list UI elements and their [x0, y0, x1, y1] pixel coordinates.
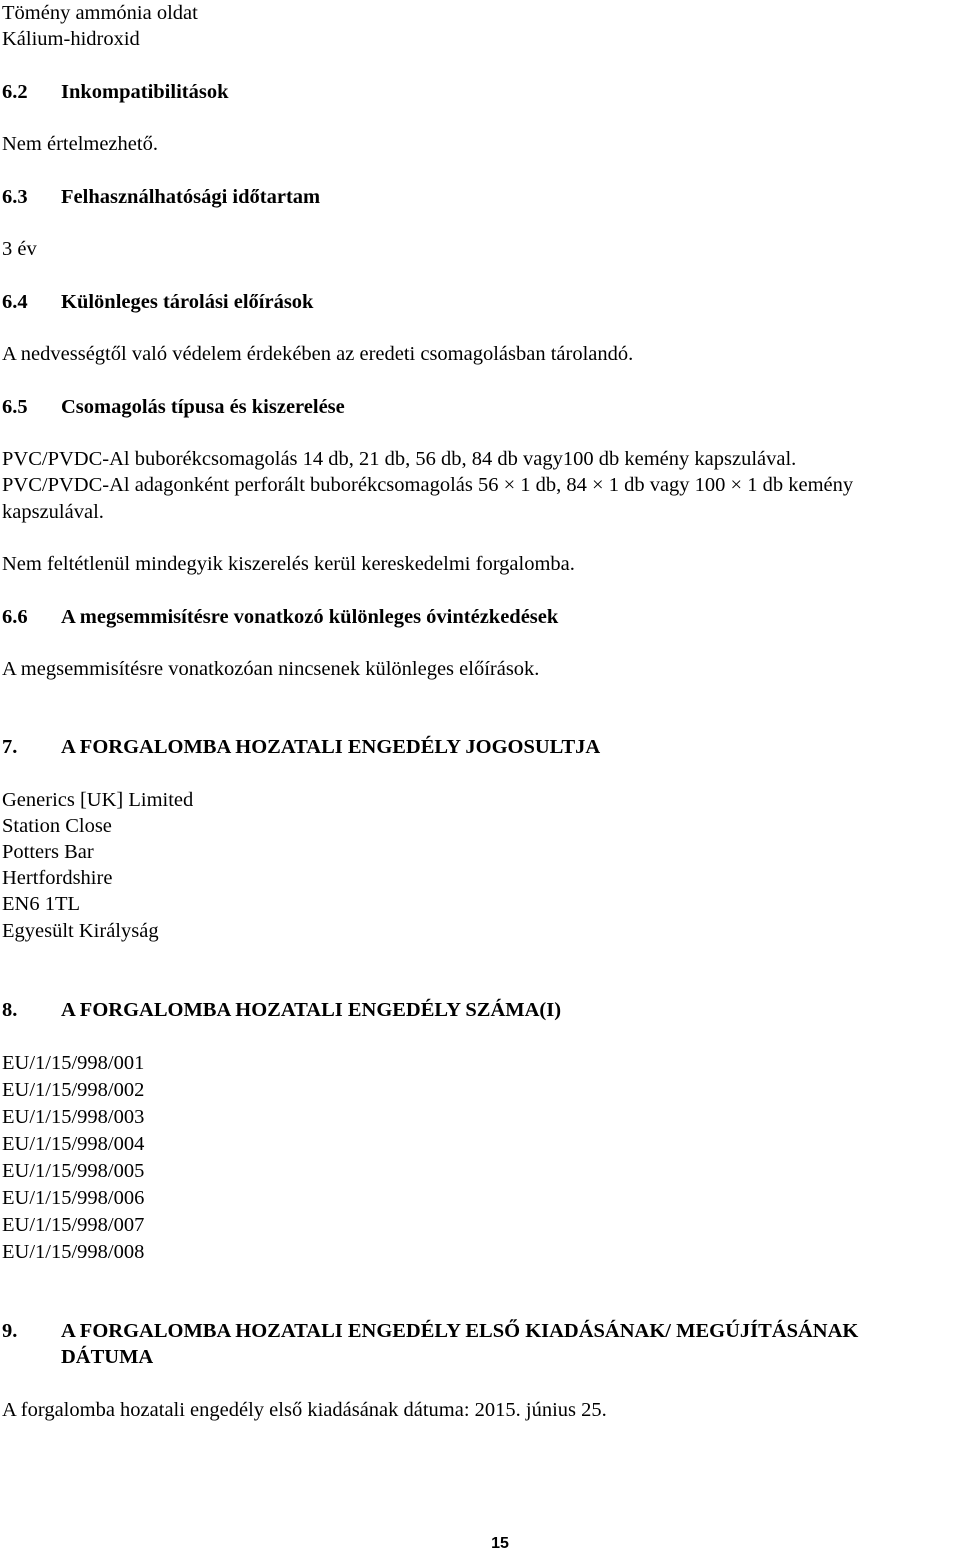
- section-title: Különleges tárolási előírások: [61, 291, 314, 313]
- authorisation-number: EU/1/15/998/005: [2, 1160, 145, 1182]
- authorisation-number: EU/1/15/998/008: [2, 1241, 145, 1263]
- section-title: A megsemmisítésre vonatkozó különleges óvintézkedések: [61, 606, 559, 628]
- address-line: Generics [UK] Limited: [2, 789, 194, 811]
- section-text: A forgalomba hozatali engedély első kiadásának dátuma: 2015. június 25.: [2, 1399, 607, 1421]
- address-line: Hertfordshire: [2, 867, 113, 889]
- packaging-note: Nem feltétlenül mindegyik kiszerelés kerül kereskedelmi forgalomba.: [2, 553, 575, 575]
- intro-line: Kálium-hidroxid: [2, 28, 140, 50]
- authorisation-number: EU/1/15/998/004: [2, 1133, 145, 1155]
- section-heading-6-2: [2, 79, 228, 106]
- section-heading-6-5: [2, 394, 345, 421]
- section-heading-9: [2, 1318, 858, 1345]
- authorisation-number: EU/1/15/998/006: [2, 1187, 145, 1209]
- section-heading-7: [2, 734, 600, 761]
- section-text: A nedvességtől való védelem érdekében az eredeti csomagolásban tárolandó.: [2, 343, 634, 365]
- packaging-line: PVC/PVDC-Al adagonként perforált buborékcsomagolás 56 × 1 db, 84 × 1 db vagy 100 × 1 db kemény kapszulával.: [2, 474, 854, 523]
- intro-line: Tömény ammónia oldat: [2, 2, 198, 24]
- section-text: 3 év: [2, 238, 37, 260]
- section-title-continued: DÁTUMA: [61, 1346, 154, 1368]
- section-heading-8: [2, 997, 561, 1024]
- section-number: 6.2: [2, 81, 28, 103]
- authorisation-number: EU/1/15/998/007: [2, 1214, 145, 1236]
- authorisation-number: EU/1/15/998/001: [2, 1052, 145, 1074]
- address-line: Egyesült Királyság: [2, 920, 159, 942]
- address-line: Potters Bar: [2, 841, 94, 863]
- packaging-line: PVC/PVDC-Al buborékcsomagolás 14 db, 21 db, 56 db, 84 db vagy100 db kemény kapszulával.: [2, 448, 797, 470]
- section-title: Inkompatibilitások: [61, 81, 229, 103]
- section-title: A FORGALOMBA HOZATALI ENGEDÉLY ELSŐ KIADÁSÁNAK/ MEGÚJÍTÁSÁNAK: [61, 1320, 859, 1342]
- section-number: 6.6: [2, 606, 28, 628]
- section-text: A megsemmisítésre vonatkozóan nincsenek különleges előírások.: [2, 658, 540, 680]
- authorisation-number: EU/1/15/998/002: [2, 1079, 145, 1101]
- section-title: A FORGALOMBA HOZATALI ENGEDÉLY SZÁMA(I): [61, 999, 562, 1021]
- section-number: 8.: [2, 999, 18, 1021]
- section-title: Felhasználhatósági időtartam: [61, 186, 321, 208]
- section-number: 9.: [2, 1320, 18, 1342]
- section-number: 7.: [2, 736, 18, 758]
- page-number: 15: [491, 1535, 509, 1552]
- section-text: Nem értelmezhető.: [2, 133, 158, 155]
- section-title: A FORGALOMBA HOZATALI ENGEDÉLY JOGOSULTJA: [61, 736, 601, 758]
- authorisation-number: EU/1/15/998/003: [2, 1106, 145, 1128]
- section-heading-6-4: [2, 289, 313, 316]
- section-number: 6.3: [2, 186, 28, 208]
- address-line: EN6 1TL: [2, 893, 80, 915]
- section-number: 6.5: [2, 396, 28, 418]
- section-number: 6.4: [2, 291, 28, 313]
- section-title: Csomagolás típusa és kiszerelése: [61, 396, 345, 418]
- address-line: Station Close: [2, 815, 112, 837]
- section-heading-6-3: [2, 184, 320, 211]
- section-heading-6-6: [2, 604, 558, 631]
